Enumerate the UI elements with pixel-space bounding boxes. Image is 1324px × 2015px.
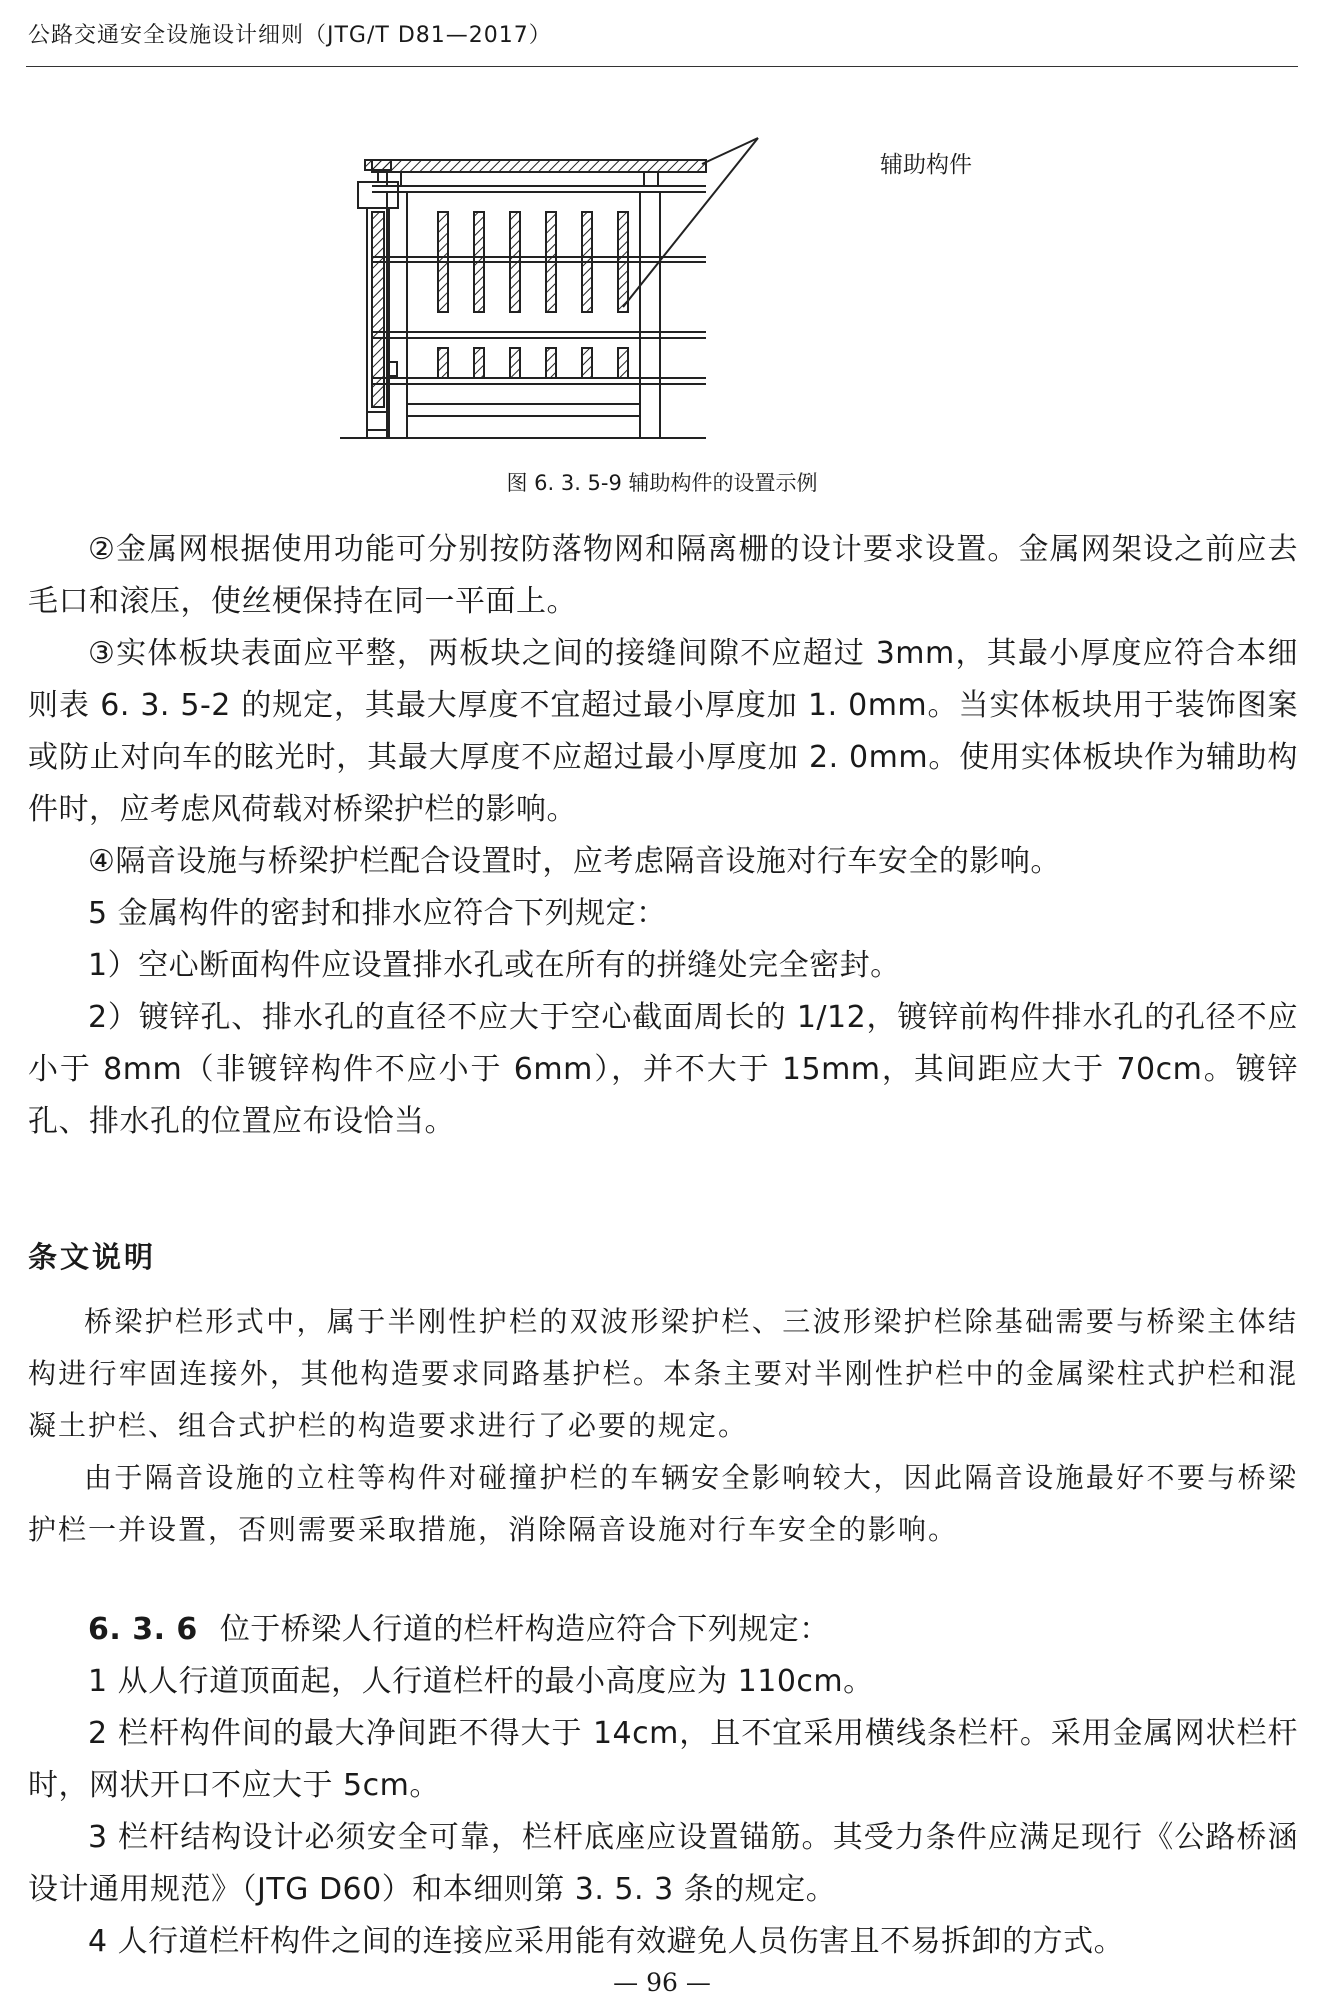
clause-number: 6. 3. 6 (88, 1612, 198, 1647)
clause-title-line (28, 1604, 1298, 1656)
header-rule (26, 66, 1298, 67)
body-text (28, 524, 1298, 1148)
explanation-text (28, 1296, 1298, 1556)
clause-item: 4 人行道栏杆构件之间的连接应采用能有效避免人员伤害且不易拆卸的方式。 (88, 1924, 1125, 1959)
clause-item: 3 栏杆结构设计必须安全可靠，栏杆底座应设置锚筋。其受力条件应满足现行《公路桥涵设计通用规范》（JTG D60）和本细则第 3. 5. 3 条的规定。 (28, 1820, 1298, 1907)
auxiliary-component-drawing (340, 132, 900, 444)
side-view (340, 160, 415, 438)
front-view (372, 138, 758, 438)
page-number: — 96 — (613, 1968, 711, 1997)
clause-item: 2 栏杆构件间的最大净间距不得大于 14cm，且不宜采用横线条栏杆。采用金属网状栏杆时，网状开口不应大于 5cm。 (28, 1716, 1298, 1803)
explanation-paragraph: 由于隔音设施的立柱等构件对碰撞护栏的车辆安全影响较大，因此隔音设施最好不要与桥梁护栏一并设置，否则需要采取措施，消除隔音设施对行车安全的影响。 (28, 1461, 1298, 1546)
clause-6-3-6 (28, 1604, 1298, 1968)
paragraph: ②金属网根据使用功能可分别按防落物网和隔离栅的设计要求设置。金属网架设之前应去毛口和滚压，使丝梗保持在同一平面上。 (28, 532, 1298, 619)
clause-title: 位于桥梁人行道的栏杆构造应符合下列规定： (219, 1612, 830, 1647)
figure-callout-label: 辅助构件 (880, 152, 972, 178)
paragraph: 2）镀锌孔、排水孔的直径不应大于空心截面周长的 1/12，镀锌前构件排水孔的孔径不应小于 8mm（非镀锌构件不应小于 6mm），并不大于 15mm，其间距应大于 70cm。镀锌孔、排水孔的位置应布设恰当。 (28, 1000, 1298, 1139)
clause-item: 1 从人行道顶面起，人行道栏杆的最小高度应为 110cm。 (88, 1664, 874, 1699)
paragraph: 5 金属构件的密封和排水应符合下列规定： (88, 896, 667, 931)
running-header: 公路交通安全设施设计细则（JTG/T D81—2017） (28, 23, 552, 48)
paragraph: ④隔音设施与桥梁护栏配合设置时，应考虑隔音设施对行车安全的影响。 (88, 844, 1061, 879)
explanation-paragraph: 桥梁护栏形式中，属于半刚性护栏的双波形梁护栏、三波形梁护栏除基础需要与桥梁主体结构进行牢固连接外，其他构造要求同路基护栏。本条主要对半刚性护栏中的金属梁柱式护栏和混凝土护栏、组合式护栏的构造要求进行了必要的规定。 (28, 1305, 1298, 1442)
figure-caption: 图 6. 3. 5-9 辅助构件的设置示例 (506, 471, 818, 495)
explanation-heading: 条文说明 (28, 1240, 157, 1274)
paragraph: ③实体板块表面应平整，两板块之间的接缝间隙不应超过 3mm，其最小厚度应符合本细则表 6. 3. 5-2 的规定，其最大厚度不宜超过最小厚度加 1. 0mm。当实体板块用于装饰图案或防止对向车的眩光时，其最大厚度不应超过最小厚度加 2. 0mm。使用实体板块作为辅助构件时，应考虑风荷载对桥梁护栏的影响。 (28, 636, 1298, 827)
paragraph: 1）空心断面构件应设置排水孔或在所有的拼缝处完全密封。 (88, 948, 901, 983)
